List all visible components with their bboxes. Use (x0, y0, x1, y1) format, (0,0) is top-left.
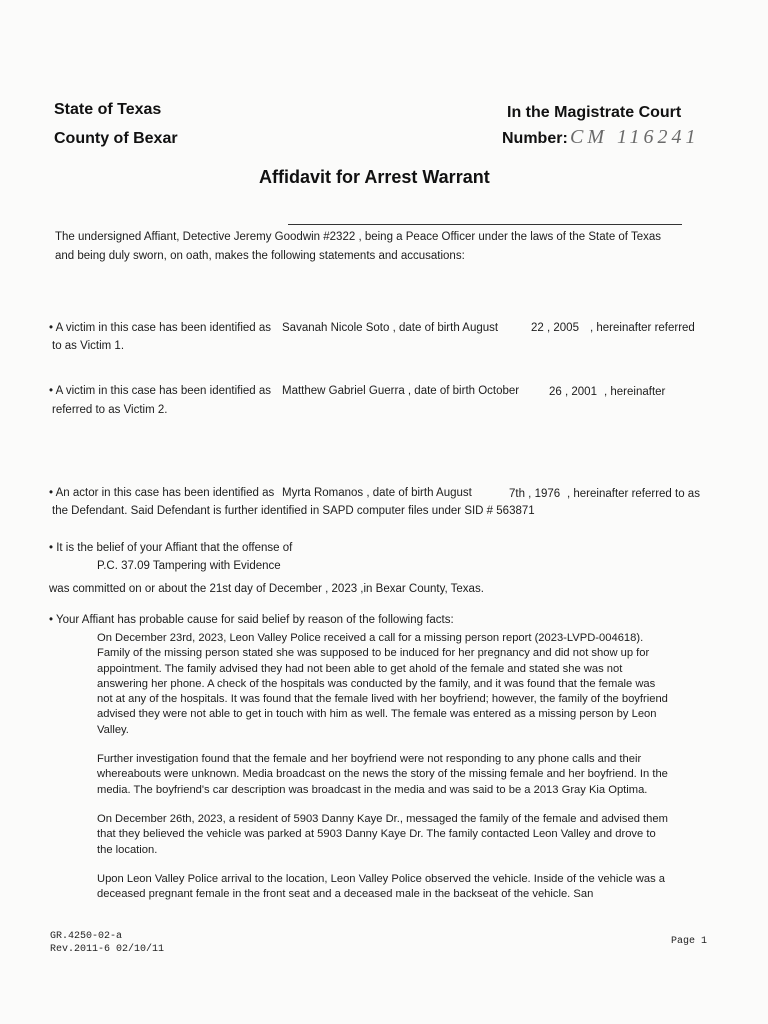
case-number-label: Number: (502, 130, 568, 147)
victim2-name: Matthew Gabriel Guerra , date of birth October (282, 385, 520, 397)
divider-line (288, 224, 682, 225)
victim2-line-2: referred to as Victim 2. (52, 404, 168, 416)
actor-prefix: • An actor in this case has been identified as (49, 487, 275, 499)
actor-suffix: , hereinafter referred to as (567, 488, 700, 500)
victim1-name: Savanah Nicole Soto , date of birth August (282, 322, 499, 334)
victim2-date: 26 , 2001 (549, 386, 597, 398)
actor-date: 7th , 1976 (509, 488, 561, 500)
page-number: Page 1 (671, 936, 708, 947)
actor-name: Myrta Romanos , date of birth August (282, 487, 472, 499)
offense-belief: • It is the belief of your Affiant that the offense of (49, 542, 293, 554)
victim1-suffix: , hereinafter referred (590, 322, 695, 334)
page-title: Affidavit for Arrest Warrant (259, 167, 490, 187)
intro-line-2: and being duly sworn, on oath, makes the following statements and accusations: (55, 250, 465, 262)
offense-code: P.C. 37.09 Tampering with Evidence (97, 560, 281, 572)
actor-line-2: the Defendant. Said Defendant is further identified in SAPD computer files under SID # 563871 (52, 505, 535, 517)
victim1-prefix: • A victim in this case has been identified as (49, 322, 272, 334)
court-label: In the Magistrate Court (507, 104, 682, 121)
revision-date: Rev.2011-6 02/10/11 (50, 944, 165, 955)
victim1-date: 22 , 2005 (531, 322, 579, 334)
facts-paragraph-2: Further investigation found that the female and her boyfriend were not responding to any phone calls and their whereabouts were unknown. Media broadcast on the news the story of the missing female and her boyfriend. In the media. The boyfriend's car description was broadcast in the media and was said to be a 2013 Gray Kia Optima. (97, 753, 668, 796)
victim1-line-2: to as Victim 1. (52, 340, 125, 352)
victim2-prefix: • A victim in this case has been identified as (49, 385, 272, 397)
state-label: State of Texas (54, 101, 162, 118)
facts-paragraph-3: On December 26th, 2023, a resident of 5903 Danny Kaye Dr., messaged the family of the female and advised them that they believed the vehicle was parked at 5903 Danny Kaye Dr. The family contacted Leon Valley and drove to the location. (97, 812, 668, 856)
case-number-stamp: CM 116241 (570, 126, 700, 148)
facts-block (97, 631, 672, 916)
form-number: GR.4250-02-a (50, 931, 123, 942)
victim2-suffix: , hereinafter (604, 386, 666, 398)
facts-paragraph-1: On December 23rd, 2023, Leon Valley Police received a call for a missing person report (2023-LVPD-004618). Family of the missing person stated she was supposed to be induced for her pregnancy and did not show up for appointment. The family advised they had not been able to get ahold of the female and stated she was not answering her phone. A check of the hospitals was conducted by the family, and it was found that the female was not at any of the hospitals. It was found that the female lived with her boyfriend; however, the family of the boyfriend advised they were not able to get in touch with him as well. The female was entered as a missing person by Leon Valley. (97, 632, 668, 736)
intro-line-1: The undersigned Affiant, Detective Jeremy Goodwin #2322 , being a Peace Officer under the laws of the State of Texas (55, 231, 662, 243)
county-label: County of Bexar (54, 130, 178, 147)
probable-cause-intro: • Your Affiant has probable cause for said belief by reason of the following facts: (49, 614, 454, 626)
offense-committed: was committed on or about the 21st day of December , 2023 ,in Bexar County, Texas. (49, 583, 484, 595)
facts-paragraph-4: Upon Leon Valley Police arrival to the location, Leon Valley Police observed the vehicle. Inside of the vehicle was a deceased pregnant female in the front seat and a deceased male in the backseat of the vehicle. San (97, 872, 665, 901)
